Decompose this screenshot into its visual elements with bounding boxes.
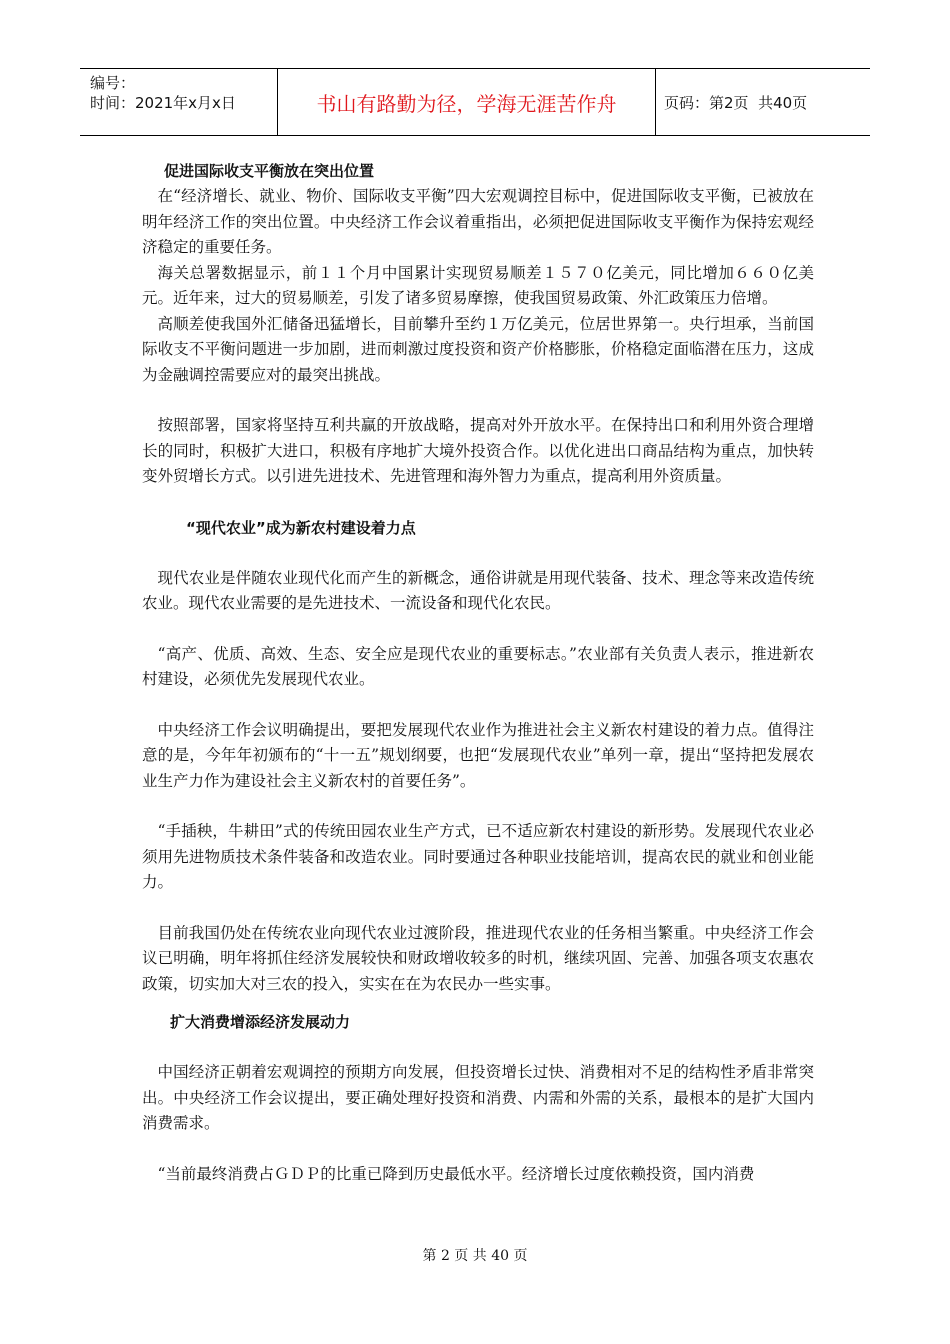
section-heading: 促进国际收支平衡放在突出位置 — [164, 162, 375, 180]
paragraph: “手插秧，牛耕田”式的传统田园农业生产方式，已不适应新农村建设的新形势。发展现代农业必须用先进物质技术条件装备和改造农业。同时要通过各种职业技能培训，提高农民的就业和创业能力。 — [142, 822, 814, 891]
header-meta — [80, 69, 278, 135]
paragraph: 高顺差使我国外汇储备迅猛增长，目前攀升至约１万亿美元，位居世界第一。央行坦承，当前国际收支不平衡问题进一步加剧，进而刺激过度投资和资产价格膨胀，价格稳定面临潜在压力，这成为金融调控需要应对的最突出挑战。 — [142, 314, 814, 384]
page-footer: 第 2 页 共 40 页 — [422, 1248, 528, 1264]
date-label: 时间：2021年x月x日 — [90, 94, 236, 112]
paragraph: 按照部署，国家将坚持互利共赢的开放战略，提高对外开放水平。在保持出口和利用外资合理增长的同时，积极扩大进口，积极有序地扩大境外投资合作。以优化进出口商品结构为重点，加快转变外贸增长方式。以引进先进技术、先进管理和海外智力为重点，提高利用外资质量。 — [142, 416, 814, 485]
paragraph: “当前最终消费占ＧＤＰ的比重已降到历史最低水平。经济增长过度依赖投资，国内消费 — [157, 1164, 755, 1183]
paragraph: 目前我国仍处在传统农业向现代农业过渡阶段，推进现代农业的任务相当繁重。中央经济工作会议已明确，明年将抓住经济发展较快和财政增收较多的时机，继续巩固、完善、加强各项支农惠农政策，切实加大对三农的投入，实实在在为农民办一些实事。 — [142, 923, 814, 993]
serial-number-label: 编号： — [90, 74, 136, 92]
paragraph: 现代农业是伴随农业现代化而产生的新概念，通俗讲就是用现代装备、技术、理念等来改造传统农业。现代农业需要的是先进技术、一流设备和现代化农民。 — [142, 568, 814, 612]
header-motto: 书山有路勤为径，学海无涯苦作舟 — [278, 69, 656, 135]
paragraph: 海关总署数据显示，前１１个月中国累计实现贸易顺差１５７０亿美元，同比增加６６０亿美元。近年来，过大的贸易顺差，引发了诸多贸易摩擦，使我国贸易政策、外汇政策压力倍增。 — [142, 263, 814, 307]
paragraph: 中央经济工作会议明确提出，要把发展现代农业作为推进社会主义新农村建设的着力点。值得注意的是，今年年初颁布的“十一五”规划纲要，也把“发展现代农业”单列一章，提出“坚持把发展农业生产力作为建设社会主义新农村的首要任务”。 — [142, 720, 814, 790]
document-body — [142, 158, 814, 1187]
header-page-info: 页码：第2页 共40页 — [664, 93, 808, 112]
paragraph: 中国经济正朝着宏观调控的预期方向发展，但投资增长过快、消费相对不足的结构性矛盾非常突出。中央经济工作会议提出，要正确处理好投资和消费、内需和外需的关系，最根本的是扩大国内消费需求。 — [142, 1063, 814, 1132]
section-heading: “现代农业”成为新农村建设着力点 — [186, 518, 416, 537]
paragraph: “高产、优质、高效、生态、安全应是现代农业的重要标志。”农业部有关负责人表示，推进新农村建设，必须优先发展现代农业。 — [142, 644, 814, 688]
section-heading: 扩大消费增添经济发展动力 — [170, 1013, 351, 1031]
document-header — [80, 68, 870, 136]
paragraph: 在“经济增长、就业、物价、国际收支平衡”四大宏观调控目标中，促进国际收支平衡，已被放在明年经济工作的突出位置。中央经济工作会议着重指出，必须把促进国际收支平衡作为保持宏观经济稳定的重要任务。 — [142, 187, 814, 256]
